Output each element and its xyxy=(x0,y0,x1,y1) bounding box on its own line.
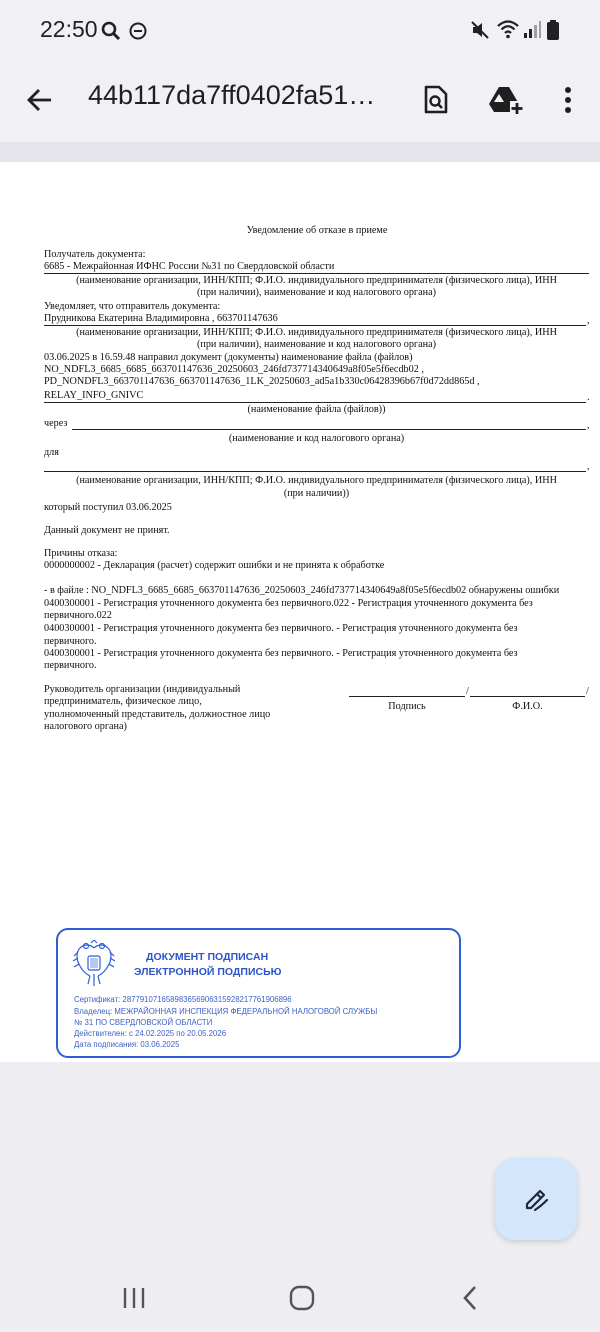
files-period: . xyxy=(587,392,590,403)
home-button[interactable] xyxy=(282,1280,322,1316)
recipient-hint: (наименование организации, ИНН/КПП; Ф.И.О. индивидуального предпринимателя (физического лица), ИНН xyxy=(76,275,557,286)
document-title: 44b117da7ff0402fa51… xyxy=(88,80,376,110)
files-hint: (наименование файла (файлов)) xyxy=(247,404,386,415)
recipient-underline xyxy=(44,273,589,274)
head-label-4: налогового органа) xyxy=(44,721,127,732)
drive-add-icon xyxy=(488,85,524,115)
error-1: 0400300001 - Регистрация уточненного документа без первичного.022 - Регистрация уточненного документа без xyxy=(44,598,533,609)
sent-line: 03.06.2025 в 16.59.48 направил документ (документы) наименование файла (файлов) xyxy=(44,352,413,363)
fio-label: Ф.И.О. xyxy=(512,701,543,712)
via-underline xyxy=(72,429,586,430)
sender-underline xyxy=(44,325,586,326)
arrow-left-icon xyxy=(26,86,54,114)
app-bar xyxy=(0,60,600,142)
document-page xyxy=(0,162,600,1062)
signature-label: Подпись xyxy=(388,701,426,712)
head-label-2: предприниматель, физическое лицо, xyxy=(44,696,202,707)
pen-edit-icon xyxy=(521,1184,551,1214)
stamp-title-line-1: ДОКУМЕНТ ПОДПИСАН xyxy=(146,951,269,963)
document-heading: Уведомление об отказе в приеме xyxy=(246,225,388,236)
recipient-value: 6685 - Межрайонная ИФНС России №31 по Свердловской области xyxy=(44,261,335,272)
e-signature-stamp xyxy=(56,928,461,1058)
viewer-gap xyxy=(0,142,600,162)
system-nav-bar xyxy=(0,1262,600,1332)
status-bar xyxy=(0,0,600,60)
find-in-document-button[interactable] xyxy=(414,78,458,122)
wifi-icon xyxy=(496,18,520,40)
reason-1: 0000000002 - Декларация (расчет) содержит ошибки и не принята к обработке xyxy=(44,560,385,571)
head-label-3: уполномоченный представитель, должностное лицо xyxy=(44,709,271,720)
for-comma: , xyxy=(587,461,590,472)
recents-icon xyxy=(121,1286,147,1310)
received-line: который поступил 03.06.2025 xyxy=(44,502,172,513)
reasons-label: Причины отказа: xyxy=(44,548,118,559)
dnd-icon xyxy=(128,21,148,41)
for-label: для xyxy=(44,447,59,458)
error-3: 0400300001 - Регистрация уточненного документа без первичного. - Регистрация уточненного документа без xyxy=(44,648,518,659)
sender-hint-2: (при наличии), наименование и код налогового органа) xyxy=(196,339,437,350)
file-name-3: RELAY_INFO_GNIVC xyxy=(44,390,144,401)
notify-label: Уведомляет, что отправитель документа: xyxy=(44,301,221,312)
add-to-drive-button[interactable] xyxy=(484,78,528,122)
battery-icon xyxy=(546,19,560,41)
fio-separator: / xyxy=(586,686,589,697)
via-label: через xyxy=(44,418,68,429)
coat-of-arms-icon xyxy=(72,940,116,988)
stamp-title xyxy=(134,950,282,980)
nav-back-button[interactable] xyxy=(450,1280,490,1316)
annotate-fab[interactable] xyxy=(495,1158,577,1240)
stamp-valid: Действителен: с 24.02.2025 по 20.05.2026 xyxy=(74,1029,227,1038)
home-icon xyxy=(288,1284,316,1312)
recents-button[interactable] xyxy=(114,1280,154,1316)
document-search-icon xyxy=(422,85,450,115)
signature-separator: / xyxy=(466,686,469,697)
mute-icon xyxy=(470,20,490,40)
fio-underline xyxy=(470,696,585,697)
search-icon xyxy=(100,20,122,42)
back-button[interactable] xyxy=(18,78,62,122)
file-name-2: PD_NONDFL3_663701147636_663701147636_1LK_20250603_ad5a1b330c06428396b67f0d72dd865d , xyxy=(44,376,480,387)
error-1-cont: первичного.022 xyxy=(44,610,112,621)
files-underline xyxy=(44,402,586,403)
not-accepted-line: Данный документ не принят. xyxy=(44,525,170,536)
error-2: 0400300001 - Регистрация уточненного документа без первичного. - Регистрация уточненного документа без xyxy=(44,623,518,634)
for-hint: (наименование организации, ИНН/КПП; Ф.И.О. индивидуального предпринимателя (физического лица), ИНН xyxy=(76,475,557,486)
signal-icon xyxy=(522,20,542,40)
status-time: 22:50 xyxy=(40,16,98,42)
stamp-owner: Владелец: МЕЖРАЙОННАЯ ИНСПЕКЦИЯ ФЕДЕРАЛЬНОЙ НАЛОГОВОЙ СЛУЖБЫ xyxy=(74,1007,378,1016)
stamp-certificate: Сертификат: 287791071658983656906315928217761906896 xyxy=(74,995,292,1004)
recipient-label: Получатель документа: xyxy=(44,249,146,260)
more-options-button[interactable] xyxy=(546,78,590,122)
stamp-owner-2: № 31 ПО СВЕРДЛОВСКОЙ ОБЛАСТИ xyxy=(74,1018,213,1027)
via-hint: (наименование и код налогового органа) xyxy=(228,433,405,444)
recipient-hint-2: (при наличии), наименование и код налогового органа) xyxy=(196,287,437,298)
for-underline xyxy=(44,471,586,472)
stamp-date: Дата подписания: 03.06.2025 xyxy=(74,1040,180,1049)
head-label-1: Руководитель организации (индивидуальный xyxy=(44,684,241,695)
sender-value: Прудникова Екатерина Владимировна , 663701147636 xyxy=(44,313,278,324)
via-comma: , xyxy=(587,420,590,431)
file-name-1: NO_NDFL3_6685_6685_663701147636_20250603_246fd737714340649a8f05e5f6ecdb02 , xyxy=(44,364,424,375)
more-vert-icon xyxy=(564,86,572,114)
in-file-line: - в файле : NO_NDFL3_6685_6685_663701147636_20250603_246fd737714340649a8f05e5f6ecdb02 обнаружены ошибки xyxy=(44,585,560,596)
stamp-title-line-2: ЭЛЕКТРОННОЙ ПОДПИСЬЮ xyxy=(134,966,282,978)
sender-hint: (наименование организации, ИНН/КПП; Ф.И.О. индивидуального предпринимателя (физического лица), ИНН xyxy=(76,327,557,338)
sender-comma: , xyxy=(587,315,590,326)
error-3-cont: первичного. xyxy=(44,660,97,671)
for-hint-2: (при наличии)) xyxy=(283,488,350,499)
chevron-left-icon xyxy=(460,1285,480,1311)
signature-underline xyxy=(349,696,465,697)
error-2-cont: первичного. xyxy=(44,636,97,647)
